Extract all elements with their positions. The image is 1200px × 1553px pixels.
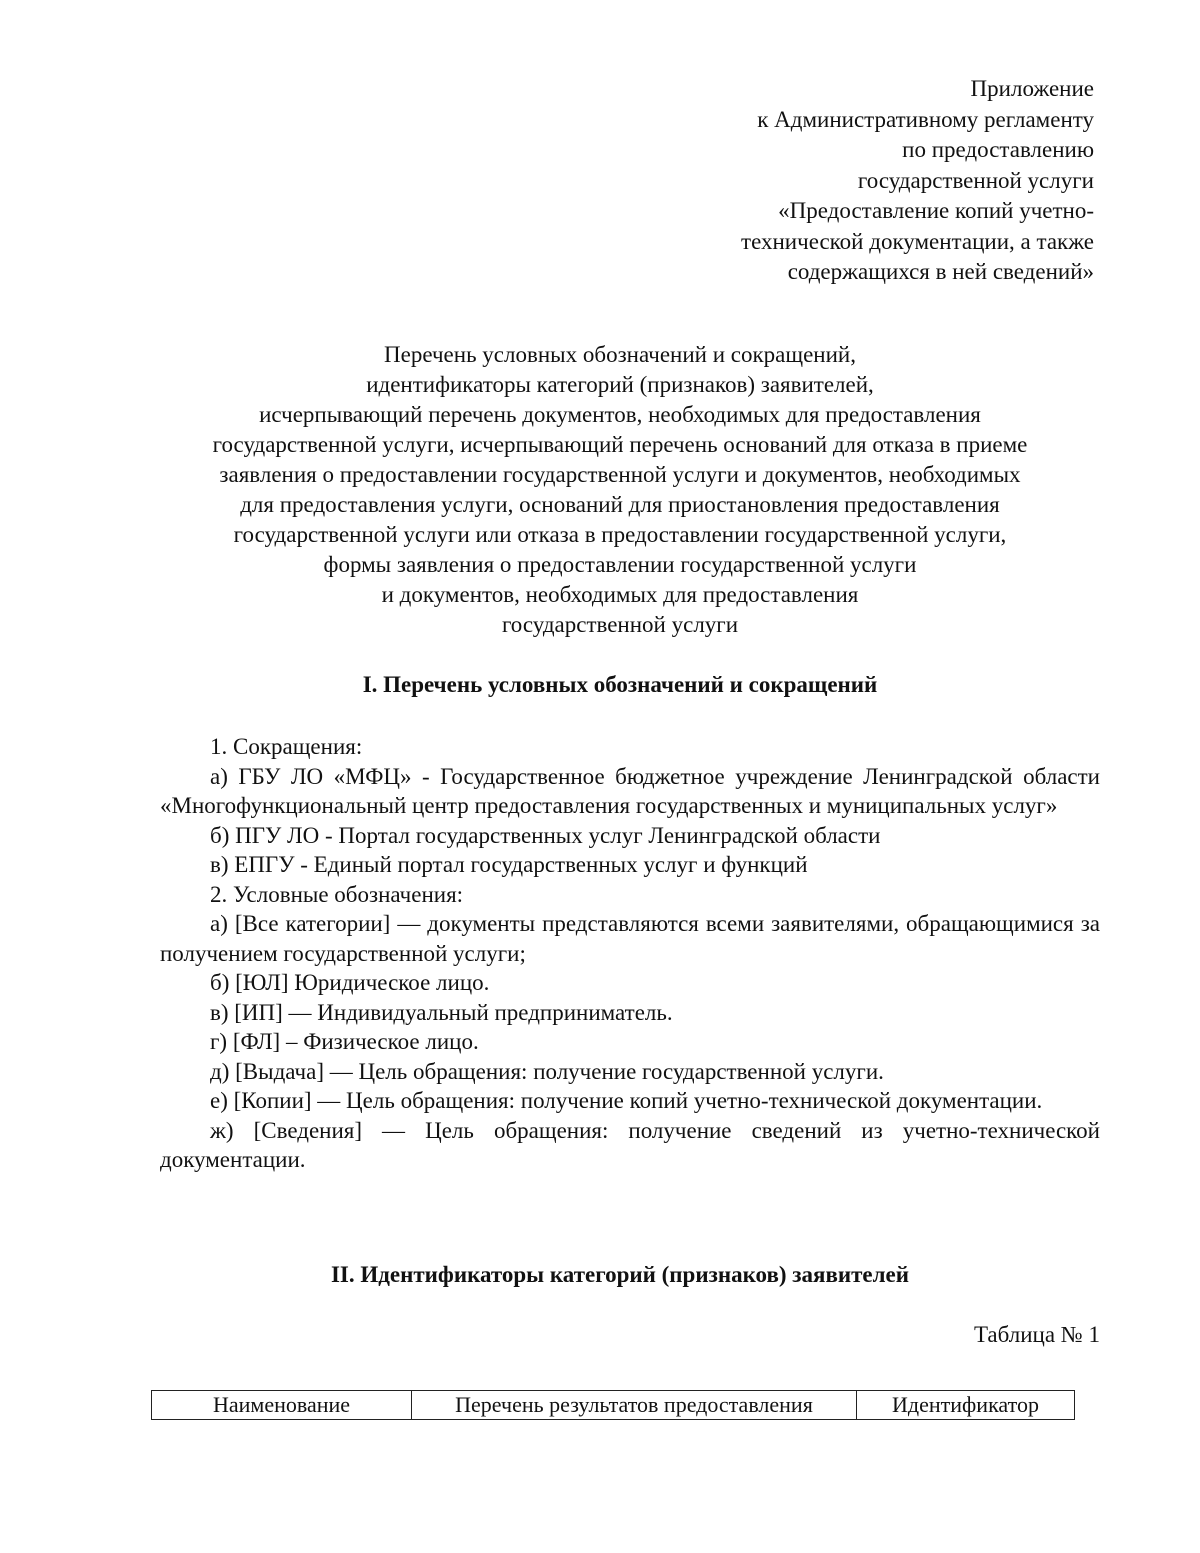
title-line: формы заявления о предоставлении государственной услуги [323, 552, 917, 577]
paragraph: ж) [Сведения] — Цель обращения: получение сведений из учетно-технической документации. [160, 1117, 1100, 1172]
paragraph: в) ЕПГУ - Единый портал государственных услуг и функций [210, 852, 808, 877]
identifiers-table-header [151, 1390, 1075, 1420]
paragraph: д) [Выдача] — Цель обращения: получение государственной услуги. [210, 1058, 884, 1084]
document-title [120, 340, 1120, 640]
paragraph: а) [Все категории] — документы представляются всеми заявителями, обращающимися за получением государственной услуги; [160, 911, 1100, 966]
section-1-body [160, 732, 1100, 1175]
title-line: Перечень условных обозначений и сокращений, [384, 342, 856, 367]
paragraph: е) [Копии] — Цель обращения: получение копий учетно-технической документации. [210, 1088, 1043, 1113]
appendix-line: государственной услуги [857, 167, 1094, 193]
appendix-line: «Предоставление копий учетно- [778, 198, 1094, 223]
paragraph: г) [ФЛ] – Физическое лицо. [210, 1029, 479, 1054]
paragraph: 2. Условные обозначения: [210, 881, 464, 907]
appendix-header [574, 74, 1094, 288]
table-header-cell: Идентификатор [892, 1392, 1039, 1417]
table-header-cell: Наименование [152, 1391, 412, 1419]
appendix-line: содержащихся в ней сведений» [787, 259, 1094, 284]
appendix-line: к Административному регламенту [757, 106, 1094, 132]
paragraph: б) ПГУ ЛО - Портал государственных услуг Ленинградской области [210, 822, 881, 848]
title-line: государственной услуги или отказа в предоставлении государственной услуги, [233, 522, 1007, 547]
title-line: идентификаторы категорий (признаков) заявителей, [366, 372, 874, 397]
section-1-heading: I. Перечень условных обозначений и сокращений [362, 672, 878, 697]
section-2-heading: II. Идентификаторы категорий (признаков) заявителей [330, 1262, 910, 1287]
table-header-cell: Перечень результатов предоставления [412, 1391, 857, 1419]
title-line: заявления о предоставлении государственной услуги и документов, необходимых [219, 462, 1021, 487]
title-line: для предоставления услуги, оснований для приостановления предоставления [240, 492, 1000, 517]
table-label: Таблица № 1 [973, 1322, 1100, 1347]
paragraph: б) [ЮЛ] Юридическое лицо. [210, 970, 490, 995]
paragraph: 1. Сокращения: [210, 734, 363, 759]
title-line: государственной услуги, исчерпывающий перечень оснований для отказа в приеме [212, 432, 1028, 457]
appendix-line: технической документации, а также [741, 228, 1094, 254]
appendix-line: Приложение [970, 76, 1094, 101]
appendix-line: по предоставлению [902, 137, 1094, 162]
title-line: государственной услуги [501, 612, 739, 637]
title-line: исчерпывающий перечень документов, необходимых для предоставления [259, 402, 981, 427]
title-line: и документов, необходимых для предоставления [381, 582, 859, 607]
paragraph: в) [ИП] — Индивидуальный предприниматель. [210, 999, 673, 1025]
paragraph: а) ГБУ ЛО «МФЦ» - Государственное бюджетное учреждение Ленинградской области «Многофункциональный центр предоставления государственных и муниципальных услуг» [160, 763, 1100, 818]
